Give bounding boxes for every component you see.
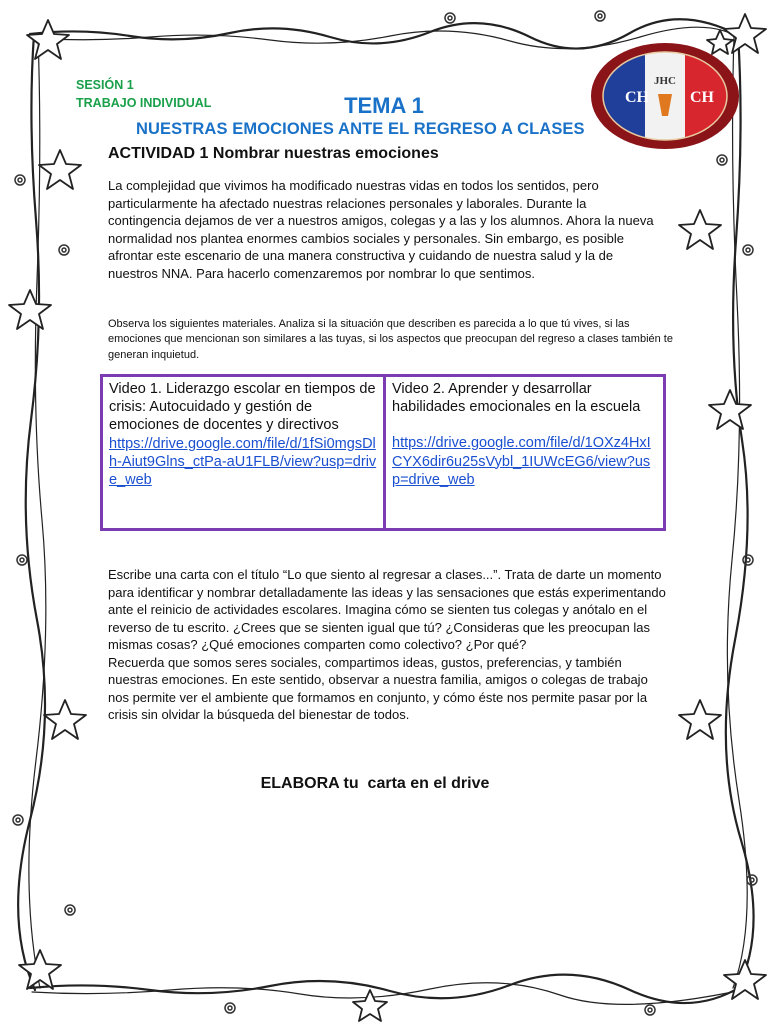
video-link-1[interactable]: https://drive.google.com/file/d/1fSi0mgsDlh-Aiut9Glns_ctPa-aU1FLB/view?usp=drive_web	[109, 435, 377, 489]
video-title-2: Video 2. Aprender y desarrollar habilidades emocionales en la escuela	[392, 381, 641, 416]
intro-paragraph: La complejidad que vivimos ha modificado nuestras vidas en todos los sentidos, pero particularmente ha afectado nuestras relaciones personales y laborales. Durante la contingencia dejamos de ver a nuestros amigos, colegas y a las y los alumnos. Ahora la nueva normalidad nos plantea enormes cambios sociales y personales. Sin embargo, es posible afrontar este escenario de una manera constructiva y cuidando de nuestra salud y la de nuestros NNA. Para hacerlo comenzaremos por nombrar lo que sentimos.	[108, 178, 654, 281]
video-link-2[interactable]: https://drive.google.com/file/d/1OXz4HxICYX6dir6u25sVybl_1IUWcEG6/view?usp=drive_web	[392, 435, 651, 488]
logo-initials-left: CH	[625, 89, 649, 106]
video-cell-1	[103, 377, 386, 528]
letter-instructions	[108, 566, 668, 724]
work-type-label: TRABAJO INDIVIDUAL	[76, 96, 212, 110]
call-to-action-text: ELABORA tu carta en el drive	[260, 775, 490, 792]
video-cell-2	[386, 377, 663, 528]
videos-table	[100, 374, 666, 531]
topic-title	[0, 93, 768, 119]
letter-paragraph-2: Recuerda que somos seres sociales, compartimos ideas, gustos, preferencias, y también nuestras emociones. En este sentido, observar a nuestra familia, amigos o colegas de trabajo nos permite ver el ambiente que formamos en conjunto, y cómo éste nos permite pasar por la crisis sin olvidar la búsqueda del bienestar de todos.	[108, 654, 648, 722]
instructions-paragraph: Observa los siguientes materiales. Analiza si la situación que describen es parecida a lo que tú vives, si las emociones que mencionan son similares a las tuyas, si los aspectos que preocupan del regreso a clases también te generan inquietud.	[108, 318, 673, 361]
logo-initials-right: CH	[690, 89, 714, 106]
logo-initials-center: JHC	[654, 75, 676, 87]
topic-subtitle: NUESTRAS EMOCIONES ANTE EL REGRESO A CLASES	[136, 120, 585, 138]
call-to-action	[0, 775, 768, 793]
session-label: SESIÓN 1	[76, 78, 134, 92]
video-title-1: Video 1. Liderazgo escolar en tiempos de crisis: Autocuidado y gestión de emociones de docentes y directivos	[109, 381, 376, 434]
topic-title-text: TEMA 1	[344, 93, 424, 118]
letter-paragraph-1: Escribe una carta con el título “Lo que siento al regresar a clases...”. Trata de darte un momento para identificar y nombrar detalladamente las ideas y las sensaciones que estás experimentando ante el reinicio de actividades escolares. Imagina cómo se sienten tus colegas y anótalo en el reverso de tu escrito. ¿Crees que se sienten igual que tú? ¿Consideras que les preocupan las mismas cosas? ¿Qué emociones comparten como colectivo? ¿Por qué?	[108, 567, 666, 652]
activity-heading: ACTIVIDAD 1 Nombrar nuestras emociones	[108, 145, 439, 162]
